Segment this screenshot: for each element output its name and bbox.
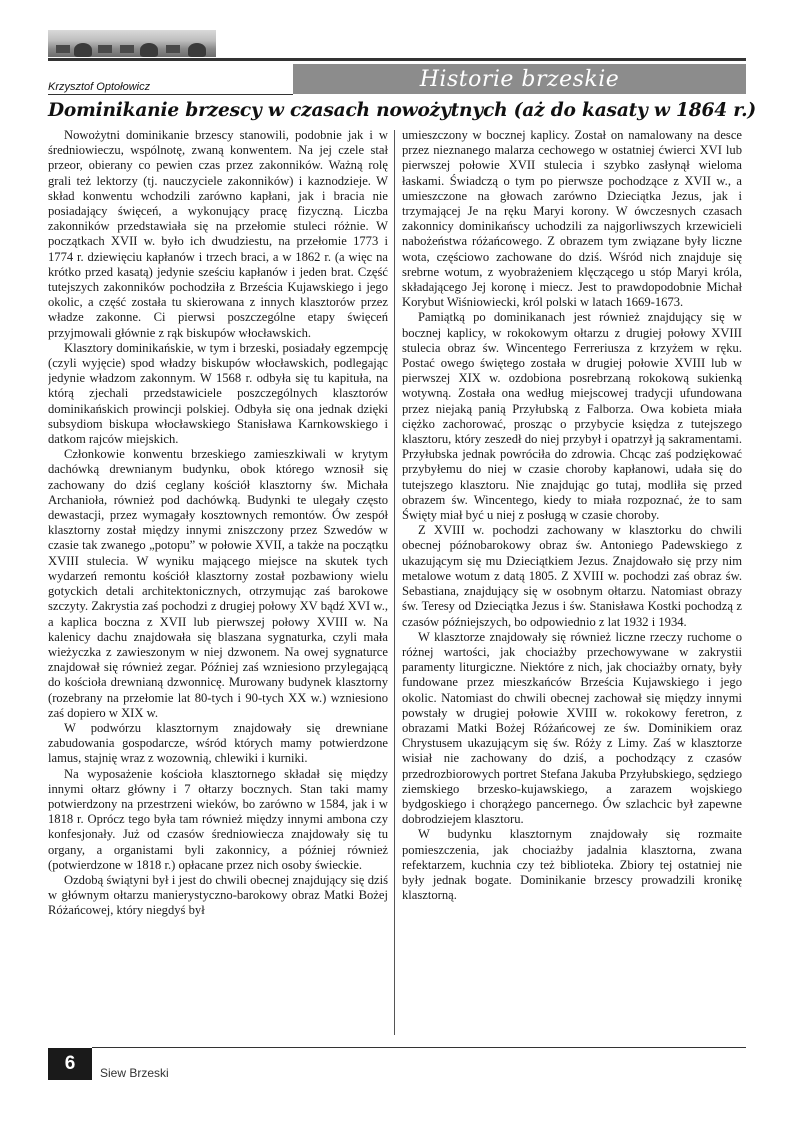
paragraph: Klasztory dominikańskie, w tym i brzeski, posiadały egzempcję (czyli wyjęcie) spod władzy biskupów włocławskich, podlegając jedynie władzom zakonnym. W 1568 r. odbyła się tu kapituła, na którą zjechali przedstawiciele poszczególnych klasztorów dominikańskich prowincji polskiej. Odbyła się ona jednak dzięki subsydiom biskupa włocławskiego Stanisława Karnkowskiego i datkom rajców miejskich.: [48, 340, 388, 447]
photo-tree: [188, 43, 206, 57]
left-column: [48, 128, 388, 1040]
photo-roof: [166, 45, 180, 53]
photo-roof: [120, 45, 134, 53]
paragraph: Nowożytni dominikanie brzescy stanowili, podobnie jak i w średniowieczu, wspólnotę, zwaną konwentem. Na jej czele stał przeor, obierany co pewien czas przez zakonników. Ważną rolę grali też lektorzy (tj. nauczyciele zakonników) i kaznodzieje. W skład konwentu wchodzili zarówno kapłani, jak i bracia nie posiadający święceń, a wykonujący pracę fizyczną. Liczba zakonników przedstawiała się na przełomie stuleci różnie. W początkach XVII w. było ich dwudziestu, na przełomie 1773 i 1774 r. dziewięciu kapłanów i trzech braci, a w 1862 r. (a więc na krótko przed kasatą) jedynie sześciu kapłanów i jeden brat. Część tutejszych zakonników pochodziła z Brześcia Kujawskiego i jego okolic, a część została tu skierowana z innych klasztorów przez władze zakonne. Ci pierwsi poszczególne etapy święceń przyjmowali głównie z rąk biskupów włocławskich.: [48, 128, 388, 340]
photo-tree: [140, 43, 158, 57]
page-number: 6: [48, 1048, 92, 1080]
paragraph: Ozdobą świątyni był i jest do chwili obecnej znajdujący się dziś w głównym ołtarzu manierystyczno-barokowy obraz Matki Bożej Różańcowej, który niegdyś był: [48, 872, 388, 918]
paragraph: Pamiątką po dominikanach jest również znajdujący się w bocznej kaplicy, w rokokowym ołtarzu z drugiej połowy XVIII stulecia obraz św. Wincentego Ferreriusza z krzyżem w ręku. Postać owego świętego została w drugiej połowie XVIII lub w pierwszej XIX w. ozdobiona posrebrzaną rokokową sukienką wotywną. Została ona według miejscowej tradycji ufundowana przez niejaką panią Przyłubską z Falborza. Owa kobieta miała ciężko zachorować, prosząc o przybycie księdza z tutejszego klasztoru, który zeszedł do niej przybył i opatrzył ją sakramentami. Przyłubska jednak powróciła do zdrowia. Chcąc zaś podziękować przybyłemu do niej w czasie choroby kapłanowi, udała się do tutejszego klasztoru. Nie znajdując go tutaj, modliła się przed obrazem św. Wincentego, kiedy to miała rozpoznać, że to sam Święty miał być u niej z posługą w czasie choroby.: [402, 310, 742, 523]
paragraph: Na wyposażenie kościoła klasztornego składał się między innymi ołtarz główny i 7 ołtarzy bocznych. Stan taki mamy potwierdzony na przestrzeni wieków, bo zarówno w 1584, jak i w 1818 r. Oprócz tego była tam również między innymi ambona czy konfesjonały. Już od czasów średniowiecza znajdowały się tu organy, a organistami byli zakonnicy, a później również (potwierdzone w 1818 r.) opłacane przez nich osoby świeckie.: [48, 766, 388, 872]
paragraph: W klasztorze znajdowały się również liczne rzeczy ruchome o różnej wartości, jak chociażby przechowywane w zakrystii paramenty liturgiczne. Niektóre z nich, jak chociażby ornaty, były fundowane przez mieszkańców Brześcia Kujawskiego i jego okolic. Natomiast do chwili obecnej zachował się między innymi powstały w drugiej połowie XVIII w. rokokowy feretron, z obrazami Matki Bożej Różańcowej ze św. Dominikiem oraz Chrystusem ukazującym się św. Róży z Limy. Zaś w klasztorze wisiał nie zachowany do dziś, a pochodzący z czasów przedrozbiorowych portret Stefana Jakuba Przyłubskiego, sędziego ziemskiego brzesko-kujawskiego, a zarazem wojskiego bydgoskiego i chorążego pancernego. Ów szlachcic był zapewne dobrodziejem klasztoru.: [402, 629, 742, 827]
publication-name: Siew Brzeski: [100, 1066, 169, 1080]
photo-tree: [74, 43, 92, 57]
paragraph: umieszczony w bocznej kaplicy. Został on namalowany na desce przez nieznanego malarza cechowego w ostatniej ćwierci XVI lub pierwszej połowie XVII stulecia i szybko zasłynął wieloma łaskami. Świadczą o tym po pierwsze pochodzące z XVII w., a umieszczone na głowach zarówno Dzieciątka Jezus, jak i trzymającej Je na ręku Maryi korony. W ówczesnych czasach zakonnicy dominikańscy uchodzili za najgorliwszych krzewicieli nabożeństwa różańcowego. Z obrazem tym związane były liczne wota, częściowo zachowane do dziś. Wśród nich znajduje się srebrne wotum, z wyobrażeniem klęczącego u stóp Maryi króla, składającego Jej koronę i miecz. Jest to prawdopodobnie Michał Korybut Wiśniowiecki, król polski w latach 1669-1673.: [402, 128, 742, 310]
author-underline: [48, 94, 293, 95]
header-photo: [48, 30, 216, 57]
right-column: [402, 128, 742, 1040]
article-title: Dominikanie brzescy w czasach nowożytnych (aż do kasaty w 1864 r.): [48, 100, 756, 121]
photo-roof: [56, 45, 70, 53]
column-divider: [394, 130, 395, 1035]
footer-rule: [92, 1047, 746, 1048]
author-name: Krzysztof Optołowicz: [48, 81, 151, 93]
section-title: Historie brzeskie: [293, 64, 746, 94]
paragraph: Członkowie konwentu brzeskiego zamieszkiwali w krytym dachówką drewnianym budynku, obok którego wznosił się zachowany do dziś ceglany kościół klasztorny św. Michała Archanioła, również pod dachówką. Budynki te ulegały często dewastacji, przez wymagały kosztownych remontów. Ów zespół klasztorny został między innymi zniszczony przez Szwedów w czasie tak zwanego „potopu” w połowie XVII, a także na początku XVIII stulecia. W wyniku mającego miejsce na skutek tych wydarzeń remontu kościół klasztorny został pozbawiony wielu gotyckich detali architektonicznych, otrzymując zaś barokowe szczyty. Zakrystia zaś pochodzi z drugiej połowy XV bądź XVI w., a kaplica boczna z XVII lub pierwszej połowy XVIII w. Na kalenicy dachu znajdowała się blaszana sygnaturka, czyli mała wieżyczka z zawieszonym w niej dzwonem. Na owej sygnaturce znajdował się również zegar. Później zaś wzniesiono przylegającą do kościoła drewnianą dzwonnicę. Murowany budynek klasztorny (rozebrany na przełomie lat 80-tych i 90-tych XX w.) wzniesiono zaś dopiero w XIX w.: [48, 447, 388, 720]
paragraph: W budynku klasztornym znajdowały się rozmaite pomieszczenia, jak chociażby jadalnia klasztorna, zwana refektarzem, kuchnia czy też biblioteka. Zbiory tej ostatniej nie były jednak bogate. Dominikanie brzescy prowadzili kronikę klasztorną.: [402, 827, 742, 903]
photo-roof: [98, 45, 112, 53]
paragraph: W podwórzu klasztornym znajdowały się drewniane zabudowania gospodarcze, wśród których mamy potwierdzone lamus, stajnię wraz z wozownią, chlewiki i kurniki.: [48, 720, 388, 766]
paragraph: Z XVIII w. pochodzi zachowany w klasztorku do chwili obecnej późnobarokowy obraz św. Antoniego Padewskiego z ukazującym się mu Dzieciątkiem Jezus. Znajdowało się przy nim metalowe wotum z datą 1805. Z XVIII w. pochodzi zaś obraz św. Sebastiana, znajdujący się w osobnym ołtarzu. Natomiast obrazy św. Teresy od Dzieciątka Jezus i św. Stanisława Kostki pochodzą z czasów późniejszych, bo odpowiednio z lat 1932 i 1934.: [402, 523, 742, 629]
header-rule: [48, 58, 746, 61]
